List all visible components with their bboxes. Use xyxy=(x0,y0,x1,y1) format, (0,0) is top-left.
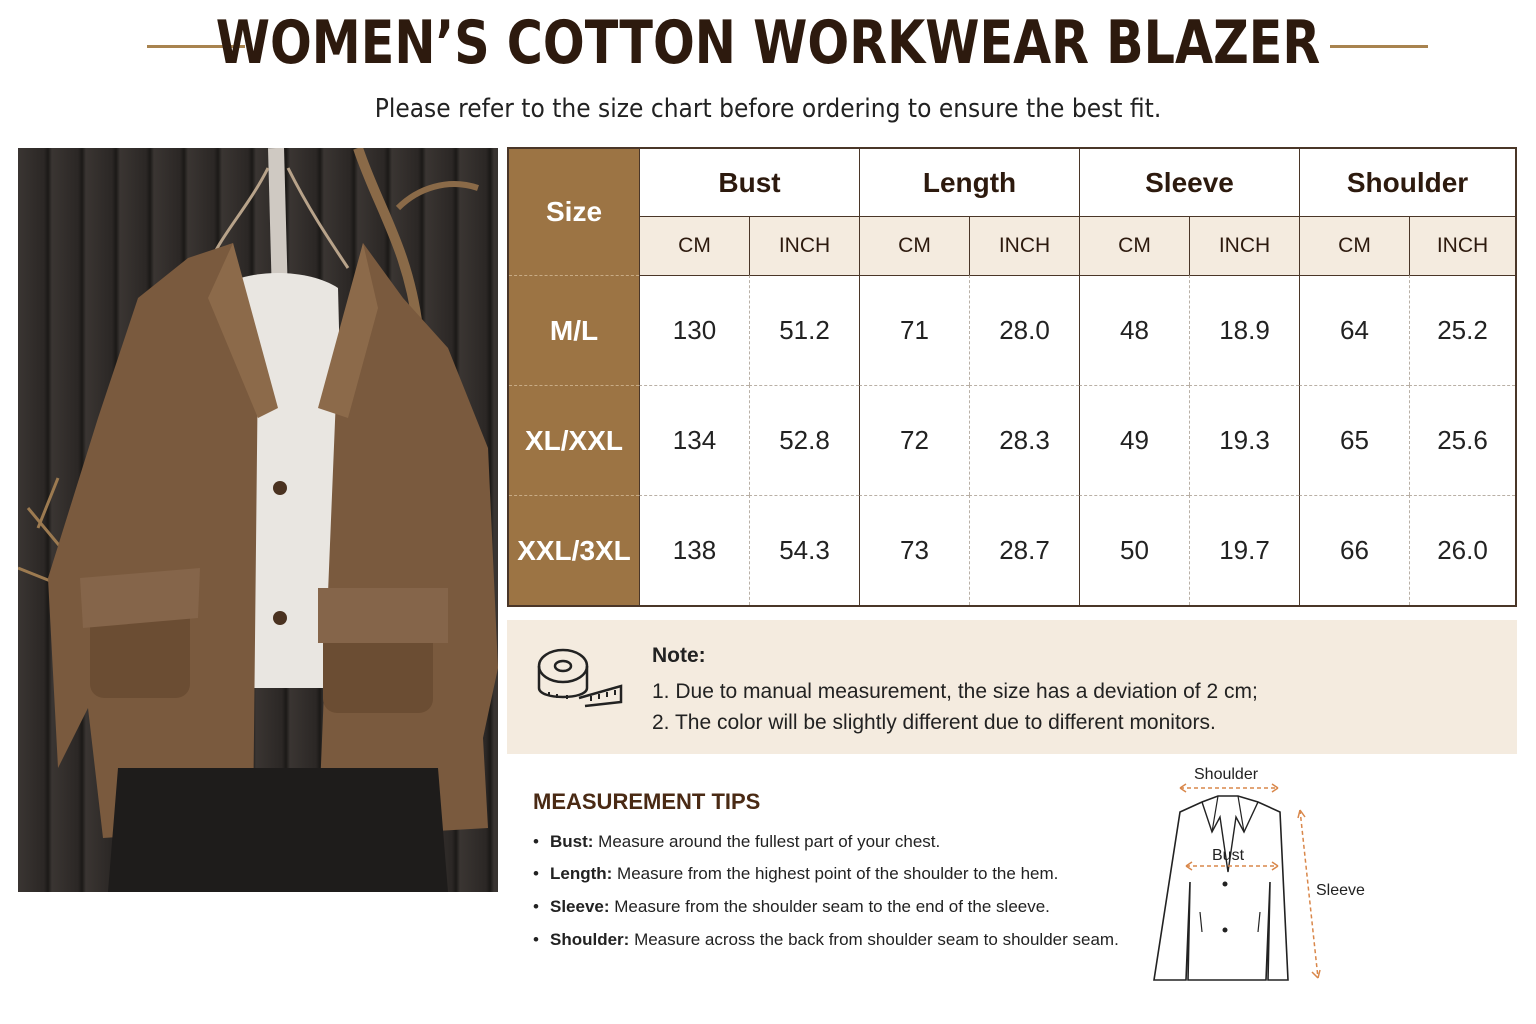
unit-header: INCH xyxy=(969,217,1079,275)
tip-item: • Sleeve: Measure from the shoulder seam to the end of the sleeve. xyxy=(533,897,1050,916)
table-cell: 138 xyxy=(639,495,749,605)
bust-header: Bust xyxy=(639,149,859,217)
page-subtitle: Please refer to the size chart before ordering to ensure the best fit. xyxy=(374,94,1162,124)
table-cell: 72 xyxy=(859,385,969,495)
unit-header: CM xyxy=(639,217,749,275)
table-cell: 49 xyxy=(1079,385,1189,495)
unit-header: INCH xyxy=(1409,217,1515,275)
table-cell: 18.9 xyxy=(1189,275,1299,385)
title-line-right xyxy=(1330,45,1428,48)
tip-item: • Length: Measure from the highest point of the shoulder to the hem. xyxy=(533,864,1059,883)
tip-term: Bust: xyxy=(550,832,594,851)
sleeve-label: Sleeve xyxy=(1316,882,1365,899)
size-column xyxy=(509,149,639,605)
tip-term: Shoulder: xyxy=(550,930,630,949)
tips-title: MEASUREMENT TIPS xyxy=(533,789,761,814)
table-cell: 28.7 xyxy=(969,495,1079,605)
table-cell: 73 xyxy=(859,495,969,605)
tip-text: Measure around the fullest part of your chest. xyxy=(593,832,941,851)
table-cell: 19.7 xyxy=(1189,495,1299,605)
unit-header: CM xyxy=(1299,217,1409,275)
size-cell: M/L xyxy=(509,275,639,385)
unit-header: INCH xyxy=(749,217,859,275)
bust-label: Bust xyxy=(1212,847,1245,864)
size-cell: XL/XXL xyxy=(509,385,639,495)
table-cell: 134 xyxy=(639,385,749,495)
table-cell: 71 xyxy=(859,275,969,385)
size-cell: XXL/3XL xyxy=(509,495,639,605)
page-title: WOMEN’S COTTON WORKWEAR BLAZER xyxy=(215,8,1321,78)
table-cell: 19.3 xyxy=(1189,385,1299,495)
table-cell: 28.0 xyxy=(969,275,1079,385)
unit-header: INCH xyxy=(1189,217,1299,275)
table-cell: 50 xyxy=(1079,495,1189,605)
tip-text: Measure from the shoulder seam to the end of the sleeve. xyxy=(609,897,1050,916)
size-chart-table xyxy=(507,147,1517,607)
tip-text: Measure from the highest point of the shoulder to the hem. xyxy=(612,864,1059,883)
table-cell: 65 xyxy=(1299,385,1409,495)
table-cell: 28.3 xyxy=(969,385,1079,495)
note-line: 2. The color will be slightly different due to different monitors. xyxy=(652,711,1216,734)
table-cell: 51.2 xyxy=(749,275,859,385)
size-header: Size xyxy=(545,196,603,227)
note-line: 1. Due to manual measurement, the size has a deviation of 2 cm; xyxy=(652,680,1258,703)
tip-term: Length: xyxy=(550,864,613,883)
tip-text: Measure across the back from shoulder seam to shoulder seam. xyxy=(629,930,1119,949)
unit-header: CM xyxy=(1079,217,1189,275)
table-cell: 48 xyxy=(1079,275,1189,385)
tip-item: • Bust: Measure around the fullest part of your chest. xyxy=(533,832,941,851)
note-panel xyxy=(507,620,1517,754)
length-header: Length xyxy=(859,149,1079,217)
note-title: Note: xyxy=(652,644,706,667)
tip-term: Sleeve: xyxy=(550,897,610,916)
table-cell: 130 xyxy=(639,275,749,385)
product-photo xyxy=(18,148,498,892)
table-cell: 54.3 xyxy=(749,495,859,605)
shoulder-label: Shoulder xyxy=(1194,766,1259,783)
table-cell: 64 xyxy=(1299,275,1409,385)
table-cell: 26.0 xyxy=(1409,495,1515,605)
measurement-diagram xyxy=(1140,762,1380,992)
table-cell: 25.6 xyxy=(1409,385,1515,495)
unit-header: CM xyxy=(859,217,969,275)
tip-item: • Shoulder: Measure across the back from shoulder seam to shoulder seam. xyxy=(533,930,1119,949)
table-cell: 52.8 xyxy=(749,385,859,495)
table-cell: 66 xyxy=(1299,495,1409,605)
shoulder-header: Shoulder xyxy=(1299,149,1515,217)
measuring-tape-icon xyxy=(535,644,627,710)
sleeve-header: Sleeve xyxy=(1079,149,1299,217)
table-cell: 25.2 xyxy=(1409,275,1515,385)
